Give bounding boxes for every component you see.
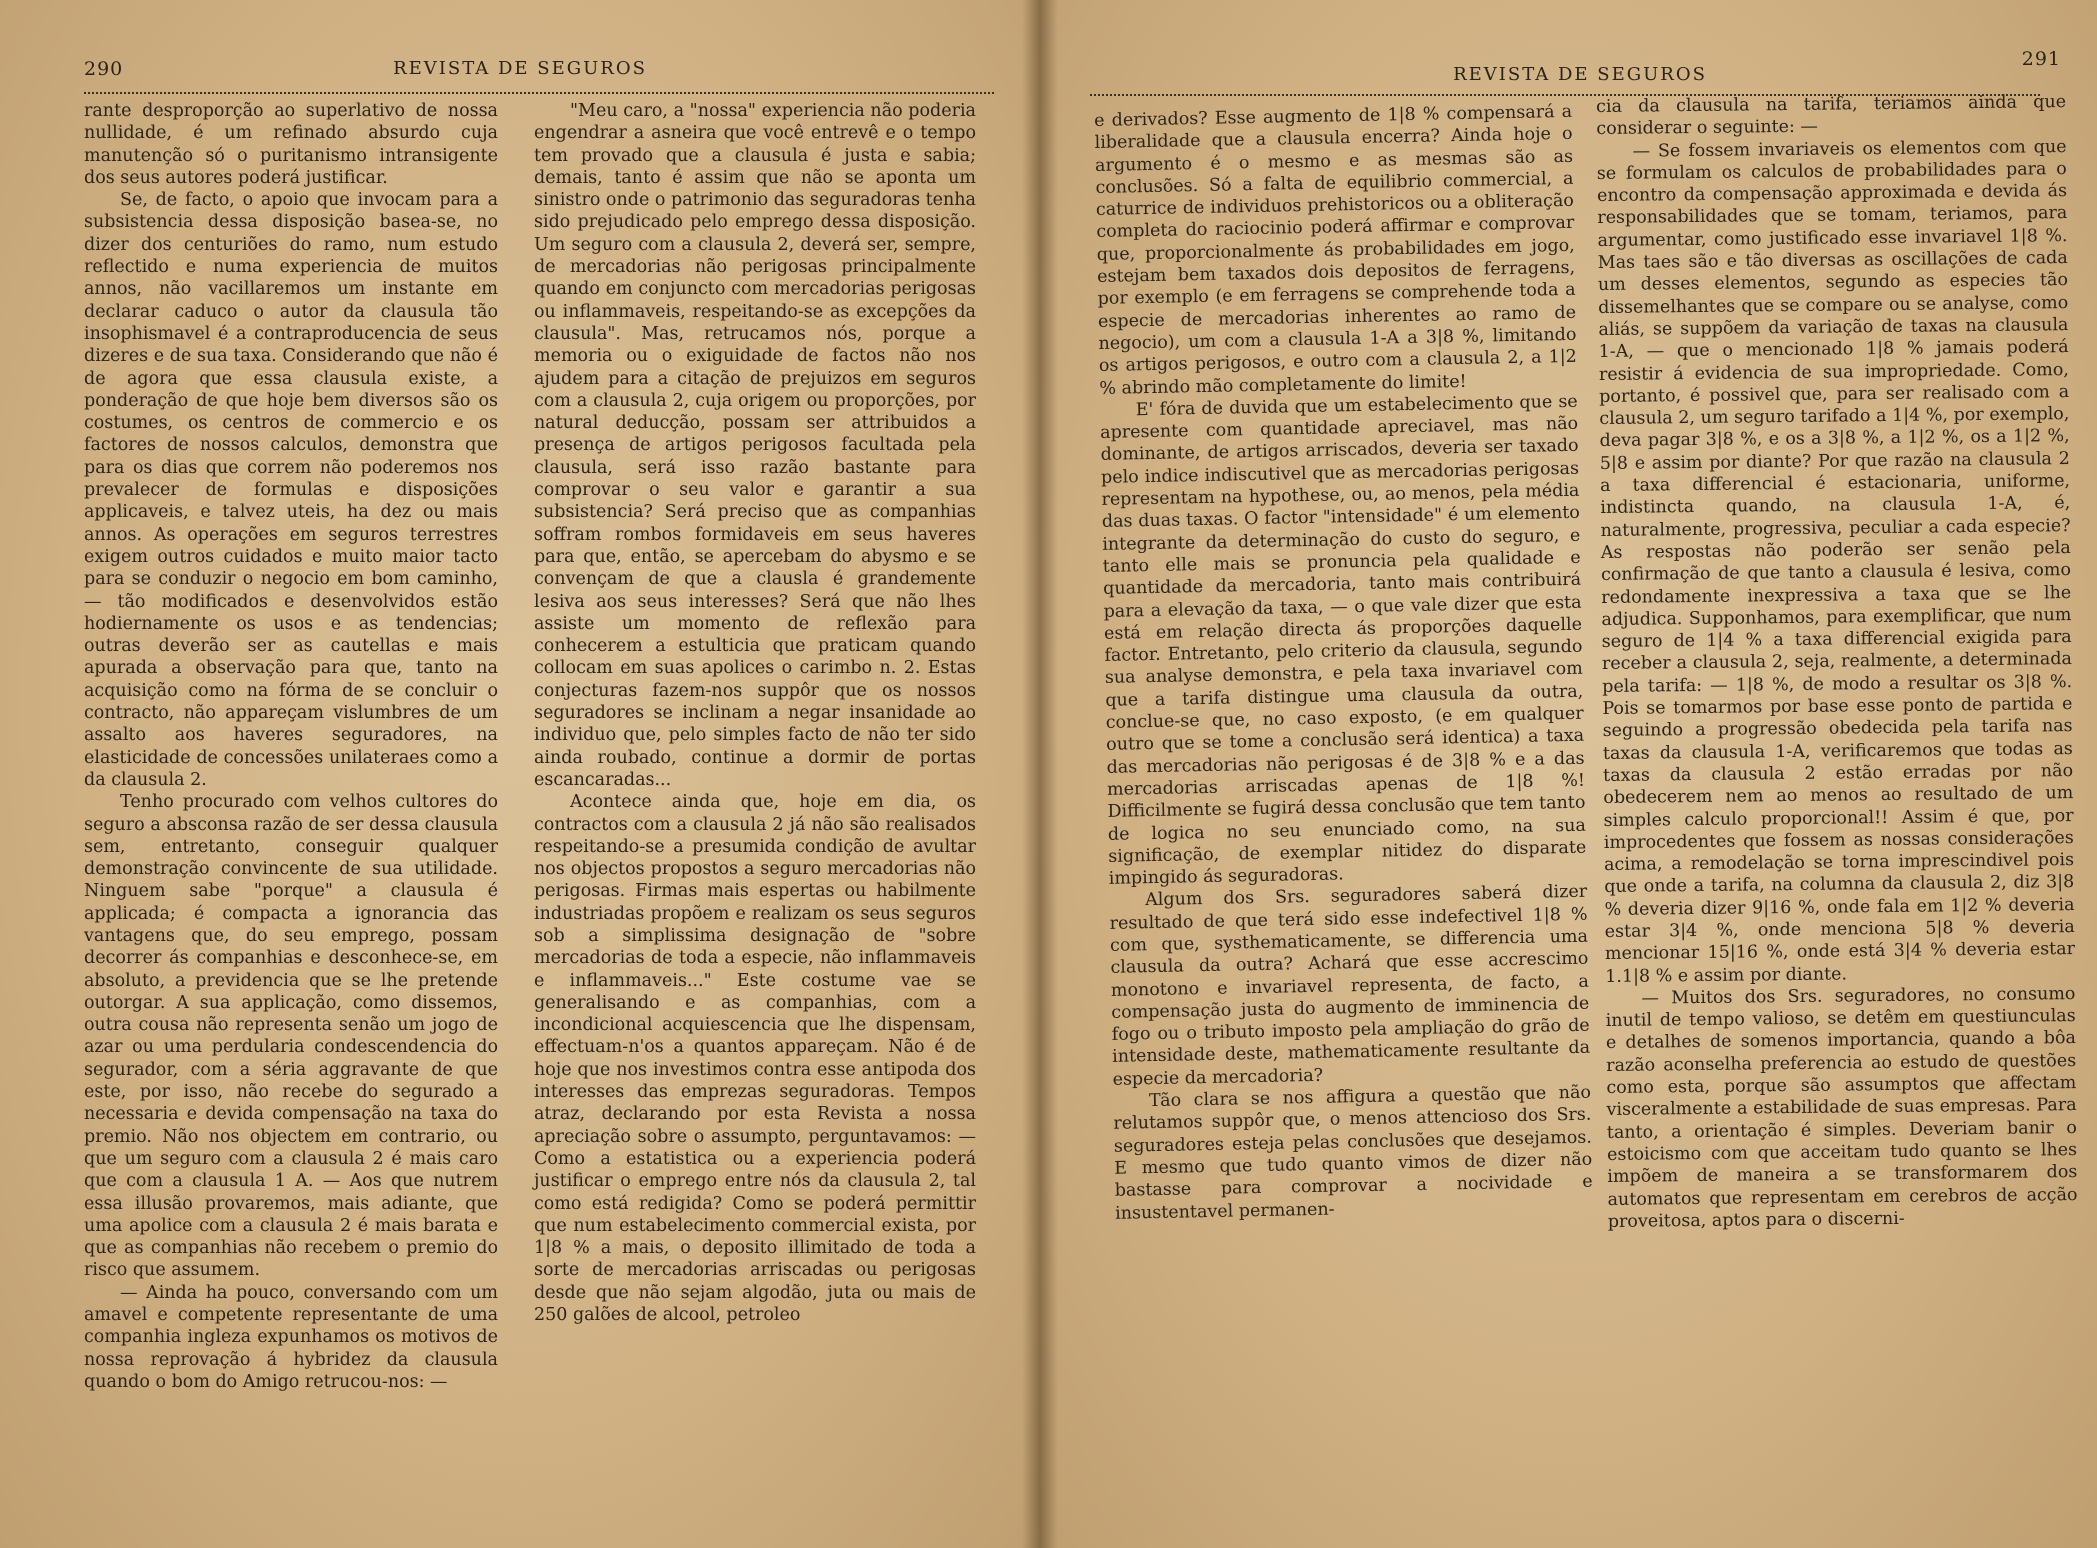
page-number: 291: [2021, 48, 2061, 70]
paragraph: e derivados? Esse augmento de 1|8 % compensará a liberalidade que a clausula encerra? Ainda hoje o argumento é o mesmo e as mesmas são as conclusões. Só a falta de equilibrio commercial, a caturrice de individuos prehistoricos ou a obliteração completa do raciocinio poderá affirmar e comprovar que, proporcionalmente ás probabilidades em jogo, estejam bem taxados dois depositos de ferragens, por exemplo (e em ferragens se comprehende toda a especie de mercadorias inherentes ao ramo de negocio), um com a clausula 1-A a 3|8 %, limitando os artigos perigosos, e outro com a clausula 2, a 1|2 % abrindo mão completamente do limite!: [1094, 101, 1578, 399]
paragraph: Tão clara se nos affigura a questão que não relutamos suppôr que, o menos attencioso dos Srs. seguradores esteja pelas conclusões que desejamos. E mesmo que tudo quanto vimos de dizer não bastasse para comprovar a nocividade e insustentavel permanen-: [1113, 1082, 1593, 1224]
text-column-3: [1094, 101, 1593, 1225]
paragraph: — Se fossem invariaveis os elementos com que se formulam os calculos de probabilidades para o encontro da compensação approximada e devida ás responsabilidades que se tomam, teriamos, para argumentar, como justificado esse invariavel 1|8 %. Mas taes são e tão diversas as oscillações de cada um desses elementos, segundo as especies tão dissemelhantes que se compare ou se analyse, como aliás, se suppõem da variação de taxas na clausula 1-A, — que o mencionado 1|8 % jamais poderá resistir á evidencia de sua impropriedade. Como, portanto, é possivel que, para ser realisado com a clausula 2, um seguro tarifado a 1|4 %, por exemplo, deva pagar 3|8 %, e os a 3|8 %, a 1|2 %, os a 1|2 %, 5|8 e assim por diante? Por que razão na clausula 2 a taxa differencial é estacionaria, uniforme, indistincta quando, na clausula 1-A, é, naturalmente, progressiva, peculiar a cada especie? As respostas não poderão ser senão pela confirmação de que tanto a clausula é lesiva, como redondamente inexpressiva a taxa que se lhe adjudica. Supponhamos, para exemplificar, que num seguro de 1|4 % a taxa differencial exigida para receber a clausula 2, seja, realmente, a determinada pela tarifa: — 1|8 %, de modo a resultar os 3|8 %. Pois se tomarmos por base esse ponto de partida e seguindo a progressão obedecida pela tarifa nas taxas da clausula 1-A, verificaremos que todas as taxas da clausula 2 estão erradas por não obedecerem nem ao menos ao resultado de um simples calculo proporcional!! Assim é que, por improcedentes que fossem as nossas considerações acima, a remodelação se torna imprescindivel pois que onde a tarifa, na columna da clausula 2, diz 3|8 % deveria dizer 9|16 %, onde fala em 1|2 % deveria estar 3|4 %, onde menciona 5|8 % deveria mencionar 15|16 %, onde está 3|4 % deveria estar 1.1|8 % e assim por diante.: [1596, 136, 2076, 987]
book-gutter: [1022, 0, 1058, 1548]
text-column-2: [534, 100, 976, 1326]
paragraph: Tenho procurado com velhos cultores do seguro a absconsa razão de ser dessa clausula sem, entretanto, conseguir qualquer demonstração convincente de sua utilidade. Ninguem sabe "porque" a clausula é applicada; é compacta a ignorancia das vantagens que, do seu emprego, possam decorrer ás companhias e desconhece-se, em absoluto, a previdencia que se lhe pretende outorgar. A sua applicação, como dissemos, outra cousa não representa senão um jogo de azar ou uma perdularia condescendencia do segurador, com a séria aggravante de que este, por isso, não recebe do segurado a necessaria e devida compensação na taxa do premio. Não nos objectem em contrario, ou que um seguro com a clausula 2 é mais caro que com a clausula 1 A. — Aos que nutrem essa illusão provaremos, mais adiante, que uma apolice com a clausula 2 é mais barata e que as companhias não recebem o premio do risco que assumem.: [84, 792, 498, 1281]
text-column-1: [84, 100, 498, 1393]
running-head: REVISTA DE SEGUROS: [1453, 64, 1707, 85]
text-column-4: [1596, 91, 2078, 1233]
paragraph: rante desproporção ao superlativo de nossa nullidade, é um refinado absurdo cuja manutenção só o puritanismo intransigente dos seus autores poderá justificar.: [84, 101, 498, 188]
header-rule: [84, 92, 994, 94]
right-page: [1040, 0, 2097, 1548]
paragraph: cia da clausula na tarifa, teriamos ainda que considerar o seguinte: —: [1596, 92, 2067, 140]
paragraph: "Meu caro, a "nossa" experiencia não poderia engendrar a asneira que você entrevê e o tempo tem provado que a clausula é justa e sabia; demais, tanto é assim que não se aponta um sinistro onde o patrimonio das seguradoras tenha sido prejudicado pelo emprego dessa disposição. Um seguro com a clausula 2, deverá ser, sempre, de mercadorias não perigosas principalmente quando em conjuncto com mercadorias perigosas ou inflammaveis, respeitando-se as excepções da clausula". Mas, retrucamos nós, porque a memoria ou o exiguidade de factos não nos ajudem para a citação de prejuizos em seguros com a clausula 2, cuja origem ou proporções, por natural deducção, possam ser attribuidos a presença de artigos perigosos facultada pela clausula, será isso razão bastante para comprovar o seu valor e garantir a sua subsistencia? Será preciso que as companhias soffram rombos formidaveis em seus haveres para que, então, se apercebam do abysmo e se convençam de que a clausla é grandemente lesiva aos seus interesses? Será que não lhes assiste um momento de reflexão para conhecerem a estulticia que praticam quando collocam em suas apolices o carimbo n. 2. Estas conjecturas fazem-nos suppôr que os nossos seguradores se inclinam a negar insanidade ao individuo que, pelo simples facto de não ter sido ainda roubado, continue a dormir de portas escancaradas...: [534, 101, 976, 790]
running-head: REVISTA DE SEGUROS: [393, 58, 647, 79]
left-page: [0, 0, 1040, 1548]
paragraph: — Muitos dos Srs. seguradores, no consumo inutil de tempo valioso, se detêm em questiunculas e detalhes de somenos importancia, quando a bôa razão aconselha preferencia ao estudo de questões como esta, porque são assumptos que affectam visceralmente a estabilidade de suas empresas. Para tanto, a orientação é simples. Deveriam banir o estoicismo com que acceitam tudo quanto se lhes impõem de maneira a se transformarem dos automatos que representam em cerebros de acção proveitosa, aptos para o discerni-: [1605, 983, 2078, 1232]
paragraph: — Ainda ha pouco, conversando com um amavel e competente representante de uma companhia ingleza expunhamos os motivos de nossa reprovação á hybridez da clausula quando o bom do Amigo retrucou-nos: —: [84, 1282, 498, 1392]
paragraph: Acontece ainda que, hoje em dia, os contractos com a clausula 2 já não são realisados respeitando-se a presumida condição de avultar nos objectos propostos a seguro mercadorias não perigosas. Firmas mais espertas ou habilmente industriadas propõem e realizam os seus seguros sob a simplissima designação de "sobre mercadorias de toda a especie, não inflammaveis e inflammaveis..." Este costume vae se generalisando e as companhias, com a incondicional acquiescencia que lhe dispensam, effectuam-n'os a quantos appareçam. Não é de hoje que nos investimos contra esse antipoda dos interesses das emprezas seguradoras. Tempos atraz, declarando por esta Revista a nossa apreciação sobre o assumpto, perguntavamos: — Como a estatistica ou a experiencia poderá justificar o emprego entre nós da clausula 2, tal como está redigida? Como se poderá permittir que num estabelecimento commercial exista, por 1|8 % a mais, o deposito illimitado de toda a sorte de mercadorias arriscadas ou perigosas desde que não sejam algodão, juta ou mais de 250 galões de alcool, petroleo: [534, 792, 976, 1326]
page-number: 290: [84, 58, 124, 80]
paragraph: Algum dos Srs. seguradores saberá dizer resultado de que terá sido esse indefectivel 1|8 % com que, systhematicamente, se differencia uma clausula da outra? Achará que esse accrescimo monotono e invariavel representa, de facto, a compensação justa do augmento de imminencia de fogo ou o tributo imposto pela ampliação do grão de intensidade deste, mathematicamente resultante da especie da mercadoria?: [1109, 882, 1591, 1090]
paragraph: E' fóra de duvida que um estabelecimento que se apresente com quantidade apreciavel, mas não dominante, de artigos arriscados, deveria ser taxado pelo indice indiscutivel que as mercadorias perigosas representam na hypothese, ou, ao menos, pela média das duas taxas. O factor "intensidade" é um elemento integrante da determinação do custo do seguro, e tanto elle mais se pronuncia pela qualidade e quantidade da mercadoria, tanto mais contribuirá para a elevação da taxa, — o que vale dizer que esta está em relação directa ás proporções daquelle factor. Entretanto, pelo criterio da clausula, segundo sua analyse demonstra, e pela taxa invariavel com que a tarifa distingue uma clausula da outra, conclue-se que, no caso exposto, (e em qualquer outro que se tome a conclusão será identica) a taxa das mercadorias não perigosas é de 3|8 % e a das mercadorias arriscadas apenas de 1|8 %! Difficilmente se fugirá dessa conclusão que tem tanto de logica no seu enunciado como, na sua significação, de exemplar nitidez do disparate impingido ás seguradoras.: [1100, 391, 1587, 889]
paragraph: Se, de facto, o apoio que invocam para a subsistencia dessa disposição basea-se, no dizer dos centuriões do ramo, num estudo reflectido e numa experiencia de muitos annos, não vacillaremos um instante em declarar caduco o autor da clausula tão insophismavel é a contraproducencia de seus dizeres e de sua taxa. Considerando que não é de agora que essa clausula existe, a ponderação de que hoje bem diversos são os costumes, os centros de commercio e os factores de nossos calculos, demonstra que para os dias que correm não poderemos nos prevalecer de formulas e disposições applicaveis, e talvez uteis, ha dez ou mais annos. As operações em seguros terrestres exigem outros cuidados e muito maior tacto para se conduzir o negocio em bom caminho, — tão modificados e desenvolvidos estão hodiernamente os usos e as tendencias; outras deverão ser as cautellas e mais apurada a observação para que, tanto na acquisição como na fórma de se concluir o contracto, não appareçam vislumbres de um assalto aos haveres seguradores, na elasticidade de concessões unilateraes como a da clausula 2.: [84, 190, 498, 790]
